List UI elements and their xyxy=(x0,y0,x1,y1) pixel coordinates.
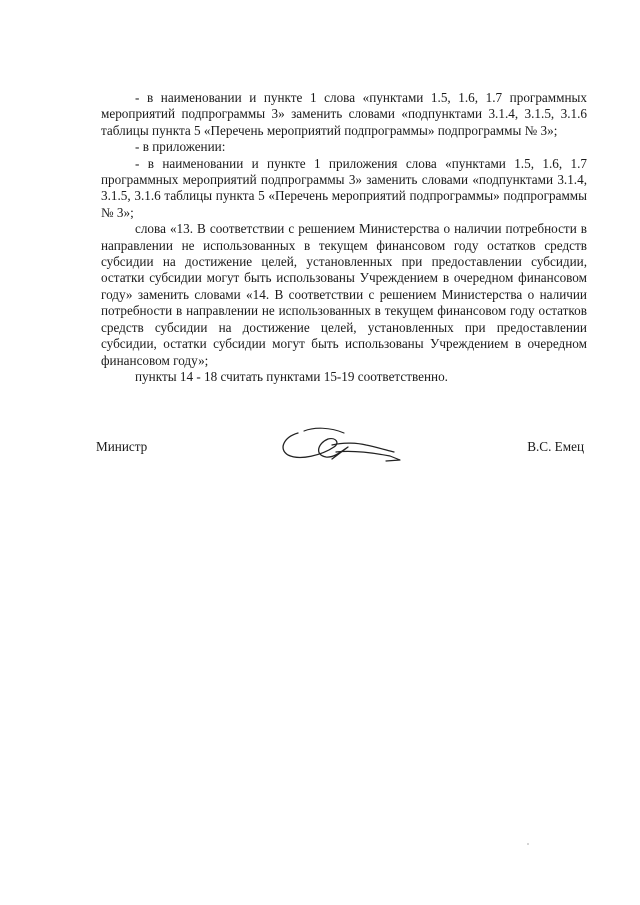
paragraph-appendix-rename: - в наименовании и пункте 1 приложения слова «пунктами 1.5, 1.6, 1.7 программных мероприятий подпрограммы 3» заменить словами «подпунктами 3.1.4, 3.1.5, 3.1.6 таблицы пункта 5 «Перечень мероприятий подпрограммы» подпрограммы № 3»; xyxy=(101,155,587,220)
paragraph-clause-replacement: слова «13. В соответствии с решением Министерства о наличии потребности в направлении не использованных в текущем финансовом году остатков средств субсидии на достижение целей, установленных при предоставлении субсидии, остатки субсидии могут быть использованы Учреждением в очередном финансовом году» заменить словами «14. В соответствии с решением Министерства о наличии потребности в направлении не использованных в текущем финансовом году остатков средств субсидии на достижение целей, установленных при предоставлении субсидии, остатки субсидии могут быть использованы Учреждением в очередном финансовом году»; xyxy=(101,221,587,368)
signatory-title: Министр xyxy=(96,439,148,454)
signature-block xyxy=(96,425,584,470)
paragraph-appendix-heading: - в приложении: xyxy=(135,139,226,155)
signatory-name: В.С. Емец xyxy=(527,439,584,454)
document-body xyxy=(101,90,587,385)
handwritten-signature xyxy=(274,425,414,467)
paragraph-renumbering: пункты 14 - 18 считать пунктами 15-19 соответственно. xyxy=(135,368,448,384)
scan-speck xyxy=(527,843,529,845)
paragraph-rename-title: - в наименовании и пункте 1 слова «пунктами 1.5, 1.6, 1.7 программных мероприятий подпрограммы 3» заменить словами «подпунктами 3.1.4, 3.1.5, 3.1.6 таблицы пункта 5 «Перечень мероприятий подпрограммы» подпрограммы № 3»; xyxy=(101,90,587,138)
